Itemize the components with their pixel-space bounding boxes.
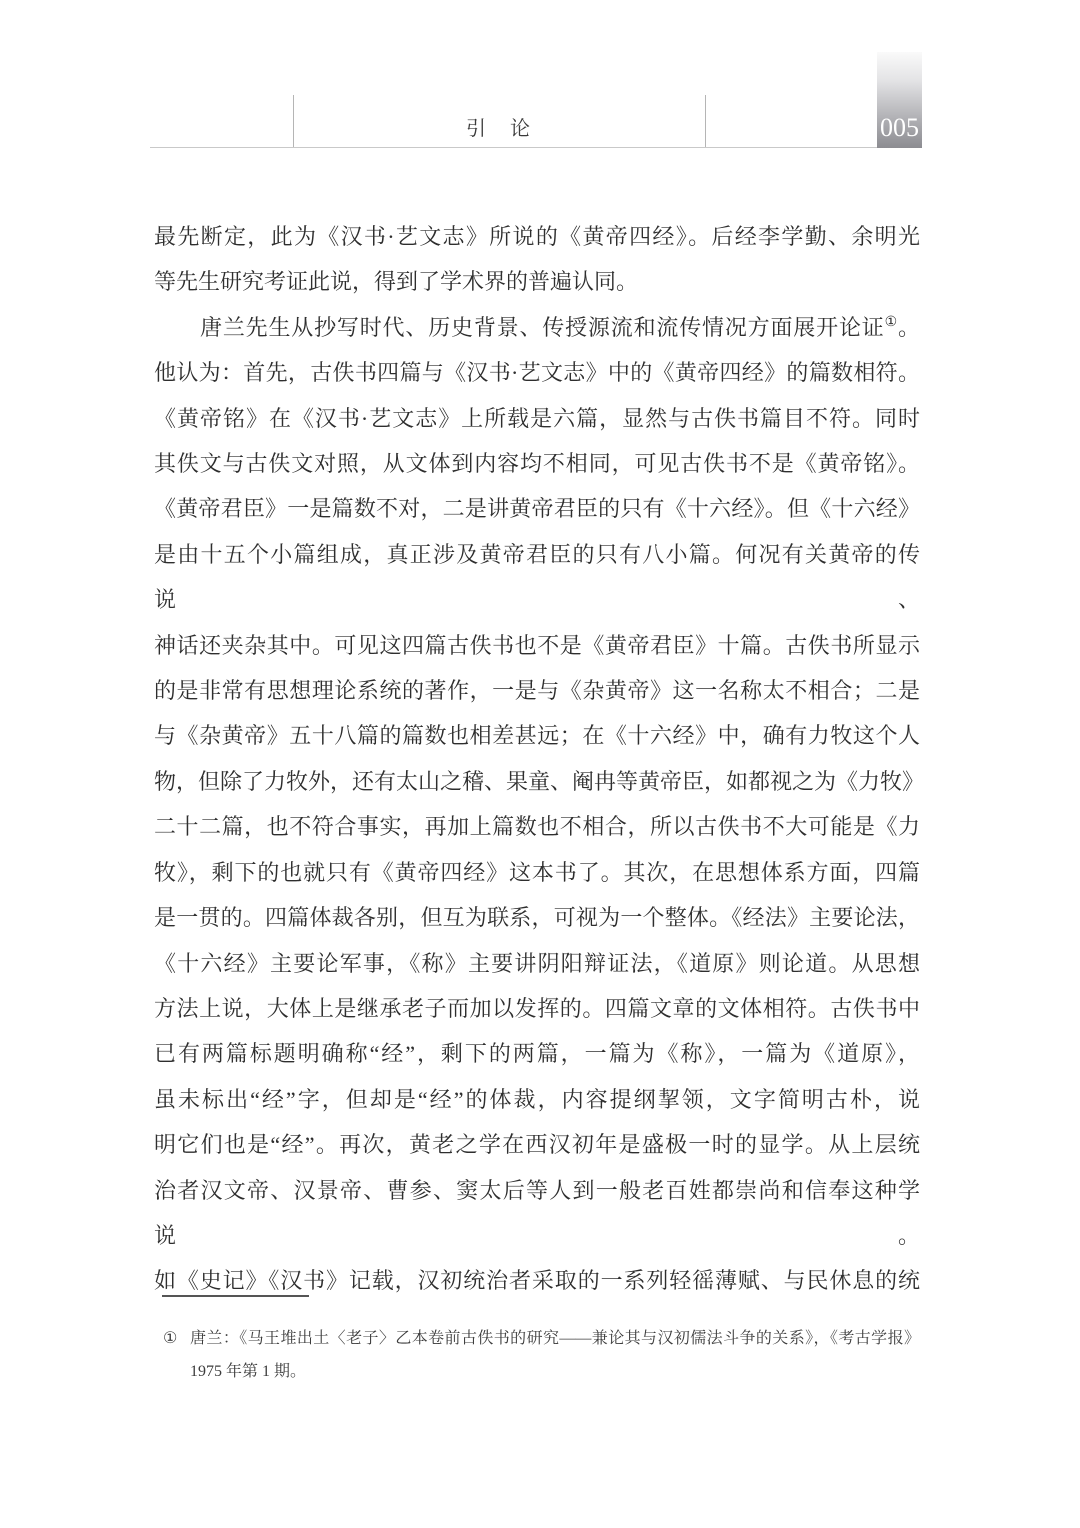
body-line: 是一贯的。四篇体裁各别，但互为联系，可视为一个整体。《经法》主要论法， bbox=[154, 905, 920, 931]
body-line: 他认为：首先，古佚书四篇与《汉书·艺文志》中的《黄帝四经》的篇数相符。 bbox=[154, 360, 920, 386]
body-line: 是由十五个小篇组成，真正涉及黄帝君臣的只有八小篇。何况有关黄帝的传说、 bbox=[154, 541, 920, 613]
body-line: 如《史记》《汉书》记载，汉初统治者采取的一系列轻徭薄赋、与民休息的统 bbox=[154, 1268, 920, 1294]
body-line: 《十六经》主要论军事，《称》主要讲阴阳辩证法，《道原》则论道。从思想 bbox=[154, 950, 920, 976]
body-line: 《黄帝君臣》一是篇数不对，二是讲黄帝君臣的只有《十六经》。但《十六经》 bbox=[154, 496, 920, 522]
body-line: 其佚文与古佚文对照，从文体到内容均不相同，可见古佚书不是《黄帝铭》。 bbox=[154, 451, 920, 477]
body-line: 《黄帝铭》在《汉书·艺文志》上所载是六篇，显然与古佚书篇目不符。同时 bbox=[154, 405, 920, 431]
footnote-marker: ① bbox=[163, 1330, 178, 1347]
body-line: 的是非常有思想理论系统的著作，一是与《杂黄帝》这一名称太不相合；二是 bbox=[154, 678, 920, 704]
header-rule bbox=[150, 147, 920, 148]
body-line: 二十二篇，也不符合事实，再加上篇数也不相合，所以古佚书不大可能是《力 bbox=[154, 814, 920, 840]
footnote-divider bbox=[162, 1295, 309, 1297]
body-line: 牧》，剩下的也就只有《黄帝四经》这本书了。其次，在思想体系方面，四篇 bbox=[154, 859, 920, 885]
footnote-line: 1975 年第 1 期。 bbox=[190, 1363, 307, 1380]
body-line: 神话还夹杂其中。可见这四篇古佚书也不是《黄帝君臣》十篇。古佚书所显示 bbox=[154, 632, 920, 658]
header-tick-right bbox=[705, 95, 706, 147]
body-line: 治者汉文帝、汉景帝、曹参、窦太后等人到一般老百姓都崇尚和信奉这种学说。 bbox=[154, 1177, 920, 1248]
footnote-line: 唐兰：《马王堆出土〈老子〉乙本卷前古佚书的研究——兼论其与汉初儒法斗争的关系》，《考古学报》 bbox=[190, 1330, 920, 1347]
page-number-tab bbox=[877, 52, 922, 148]
body-line: 与《杂黄帝》五十八篇的篇数也相差甚远；在《十六经》中，确有力牧这个人 bbox=[154, 723, 920, 749]
footnote bbox=[163, 1322, 920, 1388]
page-number: 005 bbox=[880, 113, 919, 142]
running-title: 引 论 bbox=[466, 118, 532, 140]
body-line: 物，但除了力牧外，还有太山之稽、果童、阉冉等黄帝臣，如都视之为《力牧》 bbox=[154, 768, 925, 794]
body-text bbox=[154, 214, 925, 1304]
body-line: 方法上说，大体上是继承老子而加以发挥的。四篇文章的文体相符。古佚书中 bbox=[154, 995, 920, 1021]
body-line: 唐兰先生从抄写时代、历史背景、传授源流和流传情况方面展开论证①。 bbox=[200, 314, 920, 340]
body-line: 最先断定，此为《汉书·艺文志》所说的《黄帝四经》。后经李学勤、余明光 bbox=[154, 224, 920, 249]
footnote-ref-superscript: ① bbox=[884, 314, 898, 330]
body-line: 明它们也是“经”。再次，黄老之学在西汉初年是盛极一时的显学。从上层统 bbox=[154, 1132, 920, 1158]
body-line: 虽未标出“经”字，但却是“经”的体裁，内容提纲挈领，文字简明古朴，说 bbox=[154, 1086, 920, 1112]
footnote-text bbox=[190, 1322, 920, 1388]
body-line: 等先生研究考证此说，得到了学术界的普遍认同。 bbox=[154, 269, 639, 295]
body-line: 已有两篇标题明确称“经”，剩下的两篇，一篇为《称》，一篇为《道原》， bbox=[154, 1041, 920, 1067]
